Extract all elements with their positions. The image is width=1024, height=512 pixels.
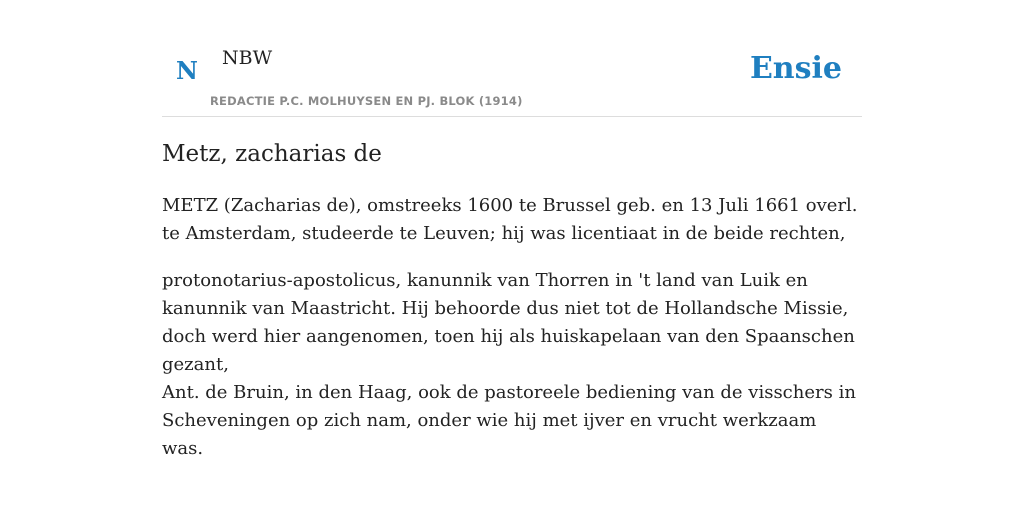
page-header <box>162 0 862 117</box>
article-paragraph-3: Ant. de Bruin, in den Haag, ook de pastoreele bediening van de visschers in Scheveningen op zich nam, onder wie hij met ijver en vrucht werkzaam was. <box>162 382 856 459</box>
source-logo[interactable]: N <box>176 56 198 85</box>
brand-logo[interactable]: Ensie <box>749 51 842 86</box>
article-title: Metz, zacharias de <box>162 141 382 167</box>
article-paragraph-1: METZ (Zacharias de), omstreeks 1600 te Brussel geb. en 13 Juli 1661 overl. te Amsterdam, studeerde te Leuven; hij was licentiaat in de beide rechten, <box>162 195 858 244</box>
source-editors: REDACTIE P.C. MOLHUYSEN EN PJ. BLOK (1914) <box>210 94 523 108</box>
article-paragraph-2: protonotarius-apostolicus, kanunnik van Thorren in 't land van Luik en kanunnik van Maastricht. Hij behoorde dus niet tot de Hollandsche Missie, doch werd hier aangenomen, toen hij als huiskapelaan van den Spaanschen gezant, <box>162 270 855 375</box>
source-name[interactable]: NBW <box>222 47 273 69</box>
